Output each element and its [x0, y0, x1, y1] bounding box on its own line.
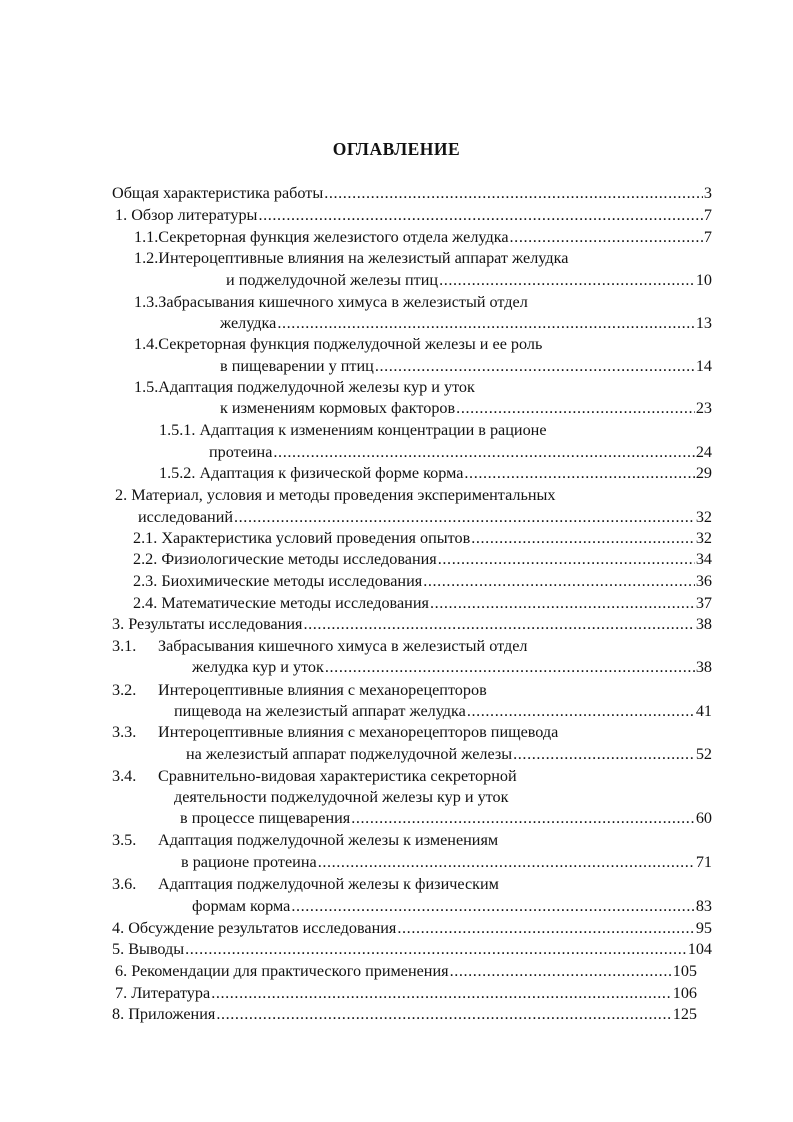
toc-entry [134, 227, 712, 247]
toc-entry-text: Общая характеристика работы [112, 184, 324, 202]
toc-entry [112, 918, 712, 938]
toc-page-number: 60 [695, 809, 712, 827]
toc-entry-text: в процессе пищеварения [180, 809, 351, 827]
toc-page-number: 10 [695, 271, 712, 289]
toc-page-number: 83 [695, 897, 712, 915]
toc-page-number: 36 [695, 572, 712, 590]
toc-page-number: 24 [695, 443, 712, 461]
toc-entry-text: на железистый аппарат поджелудочной железы [186, 745, 513, 763]
toc-page-number: 23 [695, 399, 712, 417]
toc-entry [220, 398, 712, 418]
toc-page-number: 14 [695, 357, 712, 375]
toc-leader [325, 657, 695, 677]
toc-leader [450, 961, 672, 981]
toc-leader [456, 398, 695, 418]
toc-leader [375, 356, 695, 376]
toc-entry-text: Интероцептивные влияния с механорецепторов пищевода [158, 723, 559, 741]
toc-page-number: 3 [703, 184, 712, 202]
toc-entry-text: 4. Обсуждение результатов исследования [112, 919, 397, 937]
toc-entry-heading [112, 680, 487, 700]
toc-entry-text: 1.5.Адаптация поджелудочной железы кур и уток [134, 378, 475, 396]
toc-entry-text: Интероцептивные влияния с механорецепторов [158, 681, 487, 699]
toc-entry-text: исследований [138, 508, 234, 526]
toc-page-number: 29 [695, 464, 712, 482]
toc-entry [133, 593, 712, 613]
toc-entry [133, 549, 712, 569]
toc-leader [439, 270, 695, 290]
toc-page-number: 38 [695, 658, 712, 676]
toc-entry-heading [112, 766, 517, 786]
toc-leader [211, 983, 672, 1003]
toc-leader [291, 896, 694, 916]
toc-page-number: 7 [703, 206, 712, 224]
toc-entry-text: 5. Выводы [112, 940, 185, 958]
toc-entry [180, 808, 712, 828]
toc-page-number: 106 [672, 984, 697, 1002]
toc-entry-text: 1.4.Секреторная функция поджелудочной железы и ее роль [134, 335, 543, 353]
toc-entry-text: формам корма [192, 897, 291, 915]
toc-entry [192, 896, 712, 916]
toc-entry [220, 313, 712, 333]
toc-entry [133, 571, 712, 591]
toc-entry [192, 657, 712, 677]
toc-leader [324, 183, 703, 203]
toc-page-number: 32 [695, 508, 712, 526]
toc-page-number: 52 [695, 745, 712, 763]
toc-entry-text: в рационе протеина [181, 853, 317, 871]
toc-entry [209, 442, 712, 462]
toc-page-number: 38 [695, 615, 712, 633]
toc-entry-text: и поджелудочной железы птиц [226, 271, 439, 289]
page-title: ОГЛАВЛЕНИЕ [332, 139, 461, 159]
toc-leader [258, 205, 702, 225]
toc-page-number: 34 [695, 550, 712, 568]
toc-page-number: 95 [695, 919, 712, 937]
toc-entry-text: 6. Рекомендации для практического применения [115, 962, 449, 980]
toc-section-number: 3.1. [112, 637, 137, 655]
toc-section-number: 3.3. [112, 723, 137, 741]
toc-leader [277, 313, 694, 333]
toc-leader [351, 808, 695, 828]
toc-entry-text: протеина [209, 443, 273, 461]
toc-entry-text: 3. Результаты исследования [112, 615, 303, 633]
toc-leader [303, 614, 694, 634]
toc-leader [471, 528, 695, 548]
toc-page-number: 105 [672, 962, 697, 980]
toc-entry [186, 744, 712, 764]
toc-leader [438, 549, 695, 569]
toc-entry-text: 1.3.Забрасывания кишечного химуса в железистый отдел [134, 293, 528, 311]
toc-entry-text: 2.2. Физиологические методы исследования [133, 550, 437, 568]
toc-section-number: 3.5. [112, 831, 137, 849]
toc-leader [510, 227, 703, 247]
toc-page-number: 71 [695, 853, 712, 871]
toc-entry-heading [112, 874, 499, 894]
toc-leader [397, 918, 694, 938]
toc-leader [423, 571, 695, 591]
toc-page-number: 41 [695, 702, 712, 720]
toc-entry [133, 528, 712, 548]
toc-leader [234, 507, 695, 527]
toc-entry-text: пищевода на железистый аппарат желудка [174, 702, 466, 720]
toc-entry-text: Адаптация поджелудочной железы к физическим [158, 875, 499, 893]
toc-entry [159, 463, 712, 483]
toc-entry-text: 2.1. Характеристика условий проведения опытов [133, 529, 471, 547]
toc-page-number: 37 [695, 594, 712, 612]
toc-entry [112, 939, 712, 959]
toc-entry-heading [112, 830, 498, 850]
toc-entry-text: Адаптация поджелудочной железы к изменениям [158, 831, 499, 849]
toc-entry-text: Сравнительно-видовая характеристика секреторной [158, 767, 517, 785]
toc-entry [174, 701, 712, 721]
toc-entry [226, 270, 712, 290]
toc-leader [464, 463, 694, 483]
toc-leader [273, 442, 694, 462]
toc-entry [112, 1004, 697, 1024]
toc-section-number: 3.6. [112, 875, 137, 893]
toc-entry-text: в пищеварении у птиц [220, 357, 374, 375]
toc-leader [216, 1004, 671, 1024]
toc-entry [115, 983, 697, 1003]
toc-entry [115, 961, 697, 981]
toc-entry-text: желудка кур и уток [192, 658, 324, 676]
toc-entry-text: к изменениям кормовых факторов [220, 399, 456, 417]
toc-entry-text: 1.5.2. Адаптация к физической форме корма [159, 464, 464, 482]
toc-entry-text: 8. Приложения [112, 1005, 216, 1023]
toc-entry [112, 614, 712, 634]
toc-entry-text: 2. Материал, условия и методы проведения экспериментальных [115, 486, 556, 504]
toc-entry [112, 183, 712, 203]
toc-entry [138, 507, 712, 527]
toc-entry-text: 7. Литература [115, 984, 211, 1002]
toc-page-number: 104 [687, 940, 712, 958]
toc-entry-text: 1. Обзор литературы [115, 206, 258, 224]
toc-entry [181, 852, 712, 872]
toc-entry [220, 356, 712, 376]
toc-entry-heading [112, 722, 558, 742]
toc-entry [115, 205, 712, 225]
toc-entry-heading [112, 636, 528, 656]
toc-entry-text: 2.3. Биохимические методы исследования [133, 572, 423, 590]
toc-entry-text: Забрасывания кишечного химуса в железистый отдел [158, 637, 528, 655]
toc-entry-text: 1.2.Интероцептивные влияния на железистый аппарат желудка [134, 249, 569, 267]
toc-leader [318, 852, 695, 872]
toc-leader [185, 939, 687, 959]
toc-entry-text: 1.5.1. Адаптация к изменениям концентрации в рационе [159, 421, 547, 439]
toc-page-number: 125 [672, 1005, 697, 1023]
toc-entry-text: 1.1.Секреторная функция железистого отдела желудка [134, 228, 509, 246]
toc-leader [467, 701, 695, 721]
toc-page-number: 7 [703, 228, 712, 246]
toc-section-number: 3.4. [112, 767, 137, 785]
toc-leader [430, 593, 695, 613]
toc-entry-text: желудка [220, 314, 277, 332]
toc-page-number: 13 [695, 314, 712, 332]
toc-leader [513, 744, 695, 764]
toc-entry-text: деятельности поджелудочной железы кур и уток [174, 788, 509, 806]
toc-section-number: 3.2. [112, 681, 137, 699]
toc-page-number: 32 [695, 529, 712, 547]
toc-entry-text: 2.4. Математические методы исследования [133, 594, 429, 612]
